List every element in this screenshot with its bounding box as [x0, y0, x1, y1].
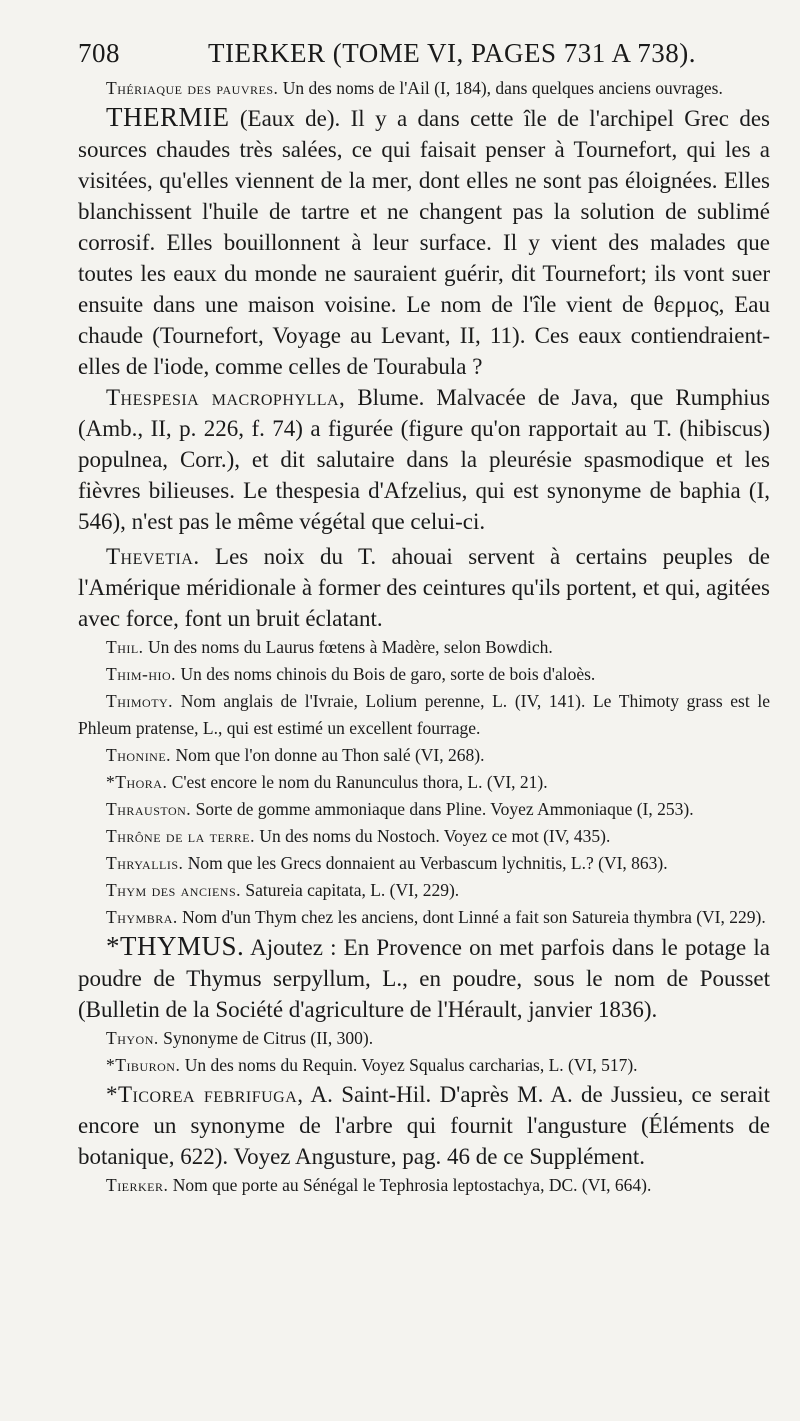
entry-text: Un des noms du Nostoch. Voyez ce mot (IV, 435). [255, 826, 611, 846]
entry-headword: *Thora. [106, 772, 168, 792]
entry-headword: Tierker. [106, 1175, 169, 1195]
entry-thora [78, 769, 770, 796]
entry-headword: Thimoty. [106, 691, 174, 711]
entry-thimhio [78, 661, 770, 688]
entry-thymbra [78, 904, 770, 931]
entry-text: Un des noms chinois du Bois de garo, sorte de bois d'aloès. [176, 664, 596, 684]
entry-thevetia [78, 541, 770, 634]
entry-text: Nom que les Grecs donnaient au Verbascum lychnitis, L.? (VI, 863). [183, 853, 668, 873]
entry-headword: Thil. [106, 637, 144, 657]
entry-text: Nom que porte au Sénégal le Tephrosia leptostachya, DC. (VI, 664). [168, 1175, 652, 1195]
entry-headword: Thryallis. [106, 853, 184, 873]
entry-text: Nom d'un Thym chez les anciens, dont Linné a fait son Satureia thymbra (VI, 229). [177, 907, 766, 927]
entry-thryallis [78, 850, 770, 877]
entry-text: Sorte de gomme ammoniaque dans Pline. Voyez Ammoniaque (I, 253). [191, 799, 694, 819]
entry-thyon [78, 1025, 770, 1052]
entry-thil [78, 634, 770, 661]
entry-headword: Thevetia. [106, 544, 200, 569]
entry-text: Un des noms du Requin. Voyez Squalus carcharias, L. (VI, 517). [180, 1055, 638, 1075]
entry-headword: *Tiburon. [106, 1055, 181, 1075]
entry-headword: *THYMUS. [106, 931, 245, 961]
entry-throne [78, 823, 770, 850]
entry-ticorea [78, 1079, 770, 1172]
entry-thermie [78, 102, 770, 382]
entry-headword: Thim-hio. [106, 664, 177, 684]
entry-headword: Thonine. [106, 745, 172, 765]
entry-text: Ajoutez : En Provence on met parfois dans le potage la poudre de Thymus serpyllum, L., en poudre, sous le nom de Pousset (Bulletin de la Société d'agriculture de l'Hérault, janvier 1836). [78, 935, 770, 1022]
entry-text: Synonyme de Citrus (II, 300). [158, 1028, 374, 1048]
entry-headword: Thymbra. [106, 907, 178, 927]
entry-headword: Thrauston. [106, 799, 192, 819]
entry-thespesia [78, 382, 770, 537]
entry-headword: Thym des anciens. [106, 880, 241, 900]
entry-headword: Thespesia macrophylla, [106, 385, 346, 410]
entry-thym [78, 877, 770, 904]
entry-text: Satureia capitata, L. (VI, 229). [241, 880, 460, 900]
entry-text: (Eaux de). Il y a dans cette île de l'archipel Grec des sources chaudes très salées, ce qui faisait penser à Tournefort, qui les a visitées, qu'elles viennent de la mer, dont elles ne sont pas éloignées. Elles blanchissent l'huile de tartre et ne changent pas la solution de sublimé corrosif. Elles bouillonnent à leur surface. Il y vient des malades que toutes les eaux du monde ne sauraient guérir, dit Tournefort; ils vont suer ensuite dans une maison voisine. Le nom de l'île vient de θερμος, Eau chaude (Tournefort, Voyage au Levant, II, 11). Ces eaux contiendraient-elles de l'iode, comme celles de Tourabula ? [78, 106, 770, 379]
entry-tierker [78, 1172, 770, 1199]
entry-thimoty [78, 688, 770, 742]
entry-text: Nom anglais de l'Ivraie, Lolium perenne, L. (IV, 141). Le Thimoty grass est le Phleum pratense, L., qui est estimé un excellent fourrage. [78, 691, 770, 738]
entry-thymus [78, 931, 770, 1025]
entry-text: Les noix du T. ahouai servent à certains peuples de l'Amérique méridionale à former des ceintures qu'ils portent, et qui, agitées avec force, font un bruit éclatant. [78, 544, 770, 631]
entry-theriaque [78, 75, 770, 102]
entry-text: Nom que l'on donne au Thon salé (VI, 268). [171, 745, 485, 765]
entry-headword: Thyon. [106, 1028, 159, 1048]
entry-text: Un des noms de l'Ail (I, 184), dans quelques anciens ouvrages. [278, 78, 723, 98]
entry-thrauston [78, 796, 770, 823]
entry-headword: Thrône de la terre. [106, 826, 256, 846]
entry-tiburon [78, 1052, 770, 1079]
running-title: TIERKER (TOME VI, PAGES 731 A 738). [208, 38, 697, 68]
entry-text: Blume. Malvacée de Java, que Rumphius (Amb., II, p. 226, f. 74) a figurée (figure qu'on rapportait au T. (hibiscus) populnea, Corr.), et dit salutaire dans la pleurésie spasmodique et les fièvres bilieuses. Le thespesia d'Afzelius, qui est synonyme de baphia (I, 546), n'est pas le même végétal que celui-ci. [78, 385, 770, 534]
entry-thonine [78, 742, 770, 769]
page-number: 708 [78, 38, 120, 68]
page-header [78, 38, 770, 69]
entry-text: A. Saint-Hil. D'après M. A. de Jussieu, ce serait encore un synonyme de l'arbre qui fournit l'angusture (Éléments de botanique, 622). Voyez Angusture, pag. 46 de ce Supplément. [78, 1082, 770, 1169]
entry-headword: Thériaque des pauvres. [106, 78, 279, 98]
entry-text: Un des noms du Laurus fœtens à Madère, selon Bowdich. [143, 637, 553, 657]
entry-headword: *Ticorea febrifuga, [106, 1082, 304, 1107]
entry-headword: THERMIE [106, 102, 230, 132]
entry-text: C'est encore le nom du Ranunculus thora, L. (VI, 21). [167, 772, 548, 792]
